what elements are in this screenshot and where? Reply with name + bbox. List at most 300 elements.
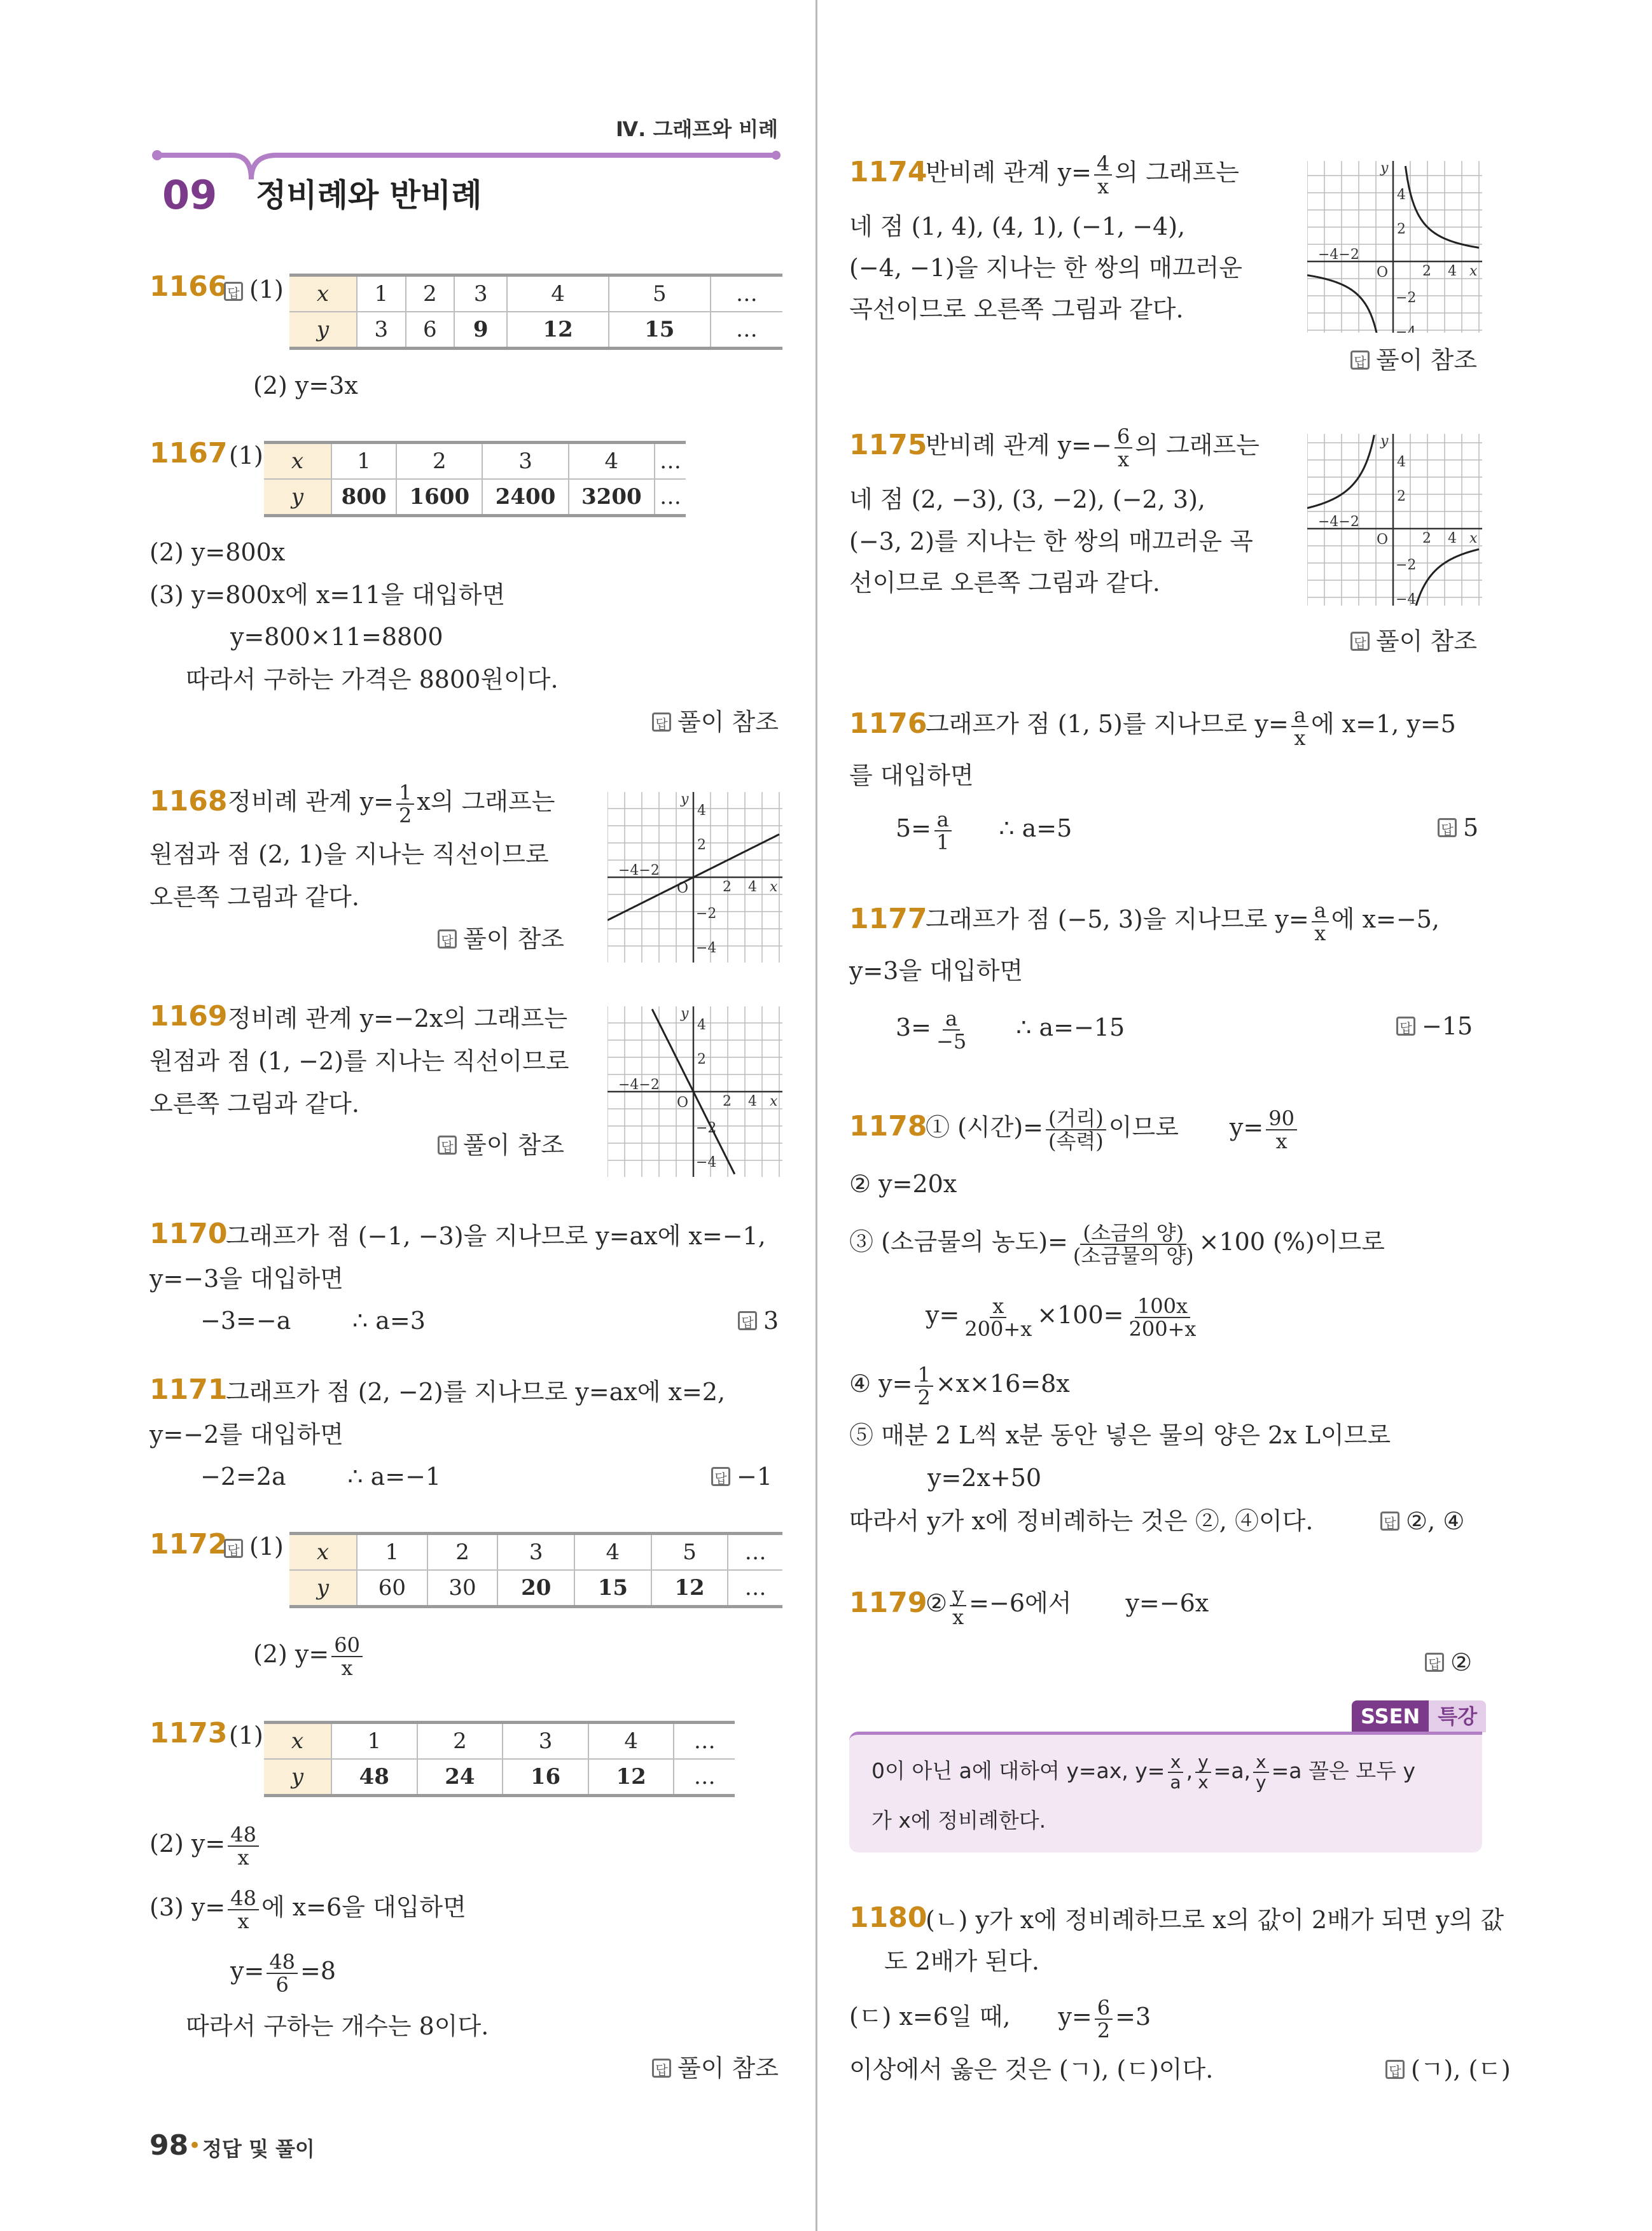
answer-icon: 답 [224, 1539, 243, 1558]
answer-icon: 답 [224, 282, 243, 301]
table-cell: 2 [396, 443, 482, 480]
fraction [1114, 426, 1132, 470]
text-segment: 의 그래프는 [1114, 158, 1239, 186]
answer [711, 1462, 772, 1491]
numerator: 90 [1266, 1108, 1297, 1130]
text-segment: (2) y= [253, 1640, 330, 1668]
table-cell: x [289, 275, 357, 312]
text-segment: ∴ a=5 [999, 814, 1072, 842]
solution-line [149, 1882, 466, 1933]
answer-icon: 답 [652, 2059, 671, 2078]
solution-line: 따라서 구하는 가격은 8800원이다. [186, 665, 559, 693]
answer-marker [224, 1532, 284, 1561]
table-cell: … [711, 312, 782, 349]
origin-label: O [1377, 532, 1389, 548]
numerator: 48 [267, 1951, 298, 1974]
axis-label-y: y [681, 792, 689, 807]
graph-1168 [607, 792, 782, 965]
table-cell: 1 [357, 1534, 427, 1571]
fraction [962, 1295, 1034, 1340]
solution-line: (ㄴ) y가 x에 정비례하므로 x의 값이 2배가 되면 y의 값 [926, 1906, 1504, 1934]
tick-label: 2 [1422, 531, 1431, 546]
answer [1380, 1506, 1464, 1536]
text-segment: =8 [300, 1957, 337, 1985]
part-label: (1) [229, 441, 263, 469]
text-segment: (ㄷ) x=6일 때, [849, 2003, 1011, 2031]
solution-line: 원점과 점 (2, 1)을 지나는 직선이므로 [149, 840, 549, 868]
solution-line [896, 803, 1072, 854]
tick-label: −2 [696, 1120, 717, 1136]
table-cell: 48 [331, 1759, 417, 1796]
table-cell: 3 [497, 1534, 574, 1571]
denominator: (속력) [1048, 1129, 1104, 1153]
solution-line [926, 148, 1239, 197]
numerator: a [934, 809, 952, 831]
numerator: y [1195, 1753, 1211, 1773]
table-cell: 4 [588, 1723, 674, 1760]
tick-label: 2 [697, 1052, 706, 1067]
axis-label-x: x [770, 1094, 778, 1109]
table-cell: 2 [427, 1534, 498, 1571]
axis-label-x: x [770, 879, 778, 895]
denominator: x [1118, 447, 1130, 471]
text-segment: 에 x=1, y=5 [1310, 710, 1456, 738]
table-cell: y [289, 1570, 357, 1607]
denominator: x [237, 1845, 249, 1870]
solution-line: (2) y=3x [253, 372, 358, 400]
axis-label-y: y [1380, 161, 1389, 176]
text-segment: y= [230, 1957, 265, 1985]
solution-line: 그래프가 점 (2, −2)를 지나므로 y=ax에 x=2, [226, 1378, 726, 1406]
solution-line: 선이므로 오른쪽 그림과 같다. [849, 569, 1160, 597]
fraction [331, 1634, 363, 1679]
solution-line: y=3을 대입하면 [849, 957, 1024, 985]
numerator: 60 [331, 1634, 363, 1657]
chapter-title: 정비례와 반비례 [256, 177, 482, 214]
text-segment: 3= [896, 1013, 932, 1041]
fraction [1126, 1295, 1198, 1340]
tip-badge [1352, 1700, 1486, 1732]
fraction [228, 1887, 259, 1932]
answer-icon: 답 [438, 1136, 457, 1155]
table-cell: … [674, 1723, 735, 1760]
tick-label: 2 [723, 1094, 732, 1109]
answer-icon: 답 [1438, 818, 1457, 837]
fraction [267, 1951, 298, 1996]
fraction [1095, 1997, 1113, 2041]
table-cell: x [264, 1723, 331, 1760]
solution-line [926, 421, 1260, 470]
tick-label: −2 [1396, 290, 1417, 306]
table-cell: 4 [507, 275, 609, 312]
tick-label: −4 [696, 940, 717, 956]
numerator: 48 [228, 1887, 259, 1910]
part-label: (1) [229, 1721, 263, 1749]
table-cell: y [289, 312, 357, 349]
table-cell: x [289, 1534, 357, 1571]
table-cell: 5 [609, 275, 711, 312]
denominator: x [341, 1655, 353, 1680]
solution-line [849, 1215, 1385, 1268]
part-label: (1) [249, 1533, 284, 1560]
text-segment: =3 [1115, 2003, 1151, 2031]
table-cell: 4 [574, 1534, 651, 1571]
table-cell: … [674, 1759, 735, 1796]
value-table [264, 1721, 735, 1797]
fraction [934, 1008, 969, 1052]
origin-label: O [1377, 265, 1389, 281]
table-cell: 12 [507, 312, 609, 349]
text-segment: y= [1058, 2003, 1092, 2031]
denominator: 6 [275, 1972, 289, 1997]
solution-line: 오른쪽 그림과 같다. [149, 883, 359, 911]
tick-label: 4 [697, 1017, 706, 1033]
tick-label: −2 [696, 906, 717, 922]
table-cell: 2400 [482, 479, 568, 516]
numerator: x [1253, 1753, 1269, 1773]
table-cell: 4 [569, 443, 655, 480]
table-cell: … [655, 479, 686, 516]
problem-number: 1176 [849, 707, 927, 740]
fraction [1291, 704, 1308, 749]
solution-line: 네 점 (2, −3), (3, −2), (−2, 3), [849, 485, 1205, 513]
solution-line [926, 1101, 1300, 1154]
fraction [1167, 1753, 1183, 1792]
fraction [1253, 1753, 1269, 1792]
text-segment: x의 그래프는 [417, 788, 555, 816]
solution-line: 를 대입하면 [849, 761, 974, 789]
graph-curve [1307, 275, 1381, 333]
answer [1350, 627, 1477, 656]
solution-line [926, 1288, 1201, 1342]
solution-line [849, 1991, 1151, 2042]
tick-label: 4 [1397, 187, 1406, 203]
text-segment: 그래프가 점 (1, 5)를 지나므로 y= [926, 710, 1289, 738]
text-segment: 0이 아닌 a에 대하여 y=ax, y= [871, 1758, 1165, 1783]
solution-line: −2=2a ∴ a=−1 [200, 1463, 441, 1491]
denominator: a [1170, 1771, 1181, 1793]
graph-curve [1405, 166, 1479, 247]
answer-icon: 답 [1425, 1653, 1444, 1672]
denominator: x [1198, 1771, 1209, 1793]
solution-line [230, 1945, 336, 1996]
fraction [1094, 153, 1112, 197]
text-segment: ×x×16=8x [935, 1370, 1070, 1398]
numerator: x [990, 1295, 1006, 1318]
fraction [1312, 900, 1329, 944]
tick-label: 2 [1422, 263, 1431, 279]
graph-1175 [1307, 434, 1482, 608]
solution-line [228, 777, 555, 826]
text-segment: 5= [896, 814, 932, 842]
tip-box [849, 1732, 1482, 1852]
table-cell: 3 [357, 312, 406, 349]
tick-label: −4−2 [618, 863, 660, 879]
answer [652, 2054, 779, 2083]
fraction [1046, 1108, 1106, 1152]
tick-label: 2 [723, 879, 732, 895]
problem-number: 1167 [149, 437, 228, 469]
tick-label: −4 [696, 1155, 717, 1171]
tip-line [871, 1749, 1415, 1793]
denominator: x [952, 1604, 964, 1629]
text-segment: 의 그래프는 [1135, 431, 1260, 459]
problem-number: 1175 [849, 429, 927, 461]
denominator: 1 [936, 830, 950, 854]
answer [438, 924, 564, 954]
answer [1350, 345, 1477, 375]
answer-text: 풀이 참조 [463, 925, 564, 953]
text-segment: 그래프가 점 (−5, 3)을 지나므로 y= [926, 905, 1309, 933]
table-cell: 3200 [569, 479, 655, 516]
tick-label: −4−2 [1318, 247, 1359, 263]
solution-line: ② y=20x [849, 1170, 957, 1198]
text-segment: 에 x=−5, [1331, 905, 1440, 933]
page-number: 98 [149, 2129, 189, 2162]
answer [652, 707, 779, 737]
numerator: 48 [228, 1824, 259, 1847]
table-cell: 3 [503, 1723, 588, 1760]
numerator: a [1312, 900, 1329, 922]
solution-line: (3) y=800x에 x=11을 대입하면 [149, 581, 506, 609]
table-cell: 16 [503, 1759, 588, 1796]
axis-label-y: y [681, 1006, 689, 1022]
answer-text: 풀이 참조 [1376, 346, 1477, 374]
solution-line: (−3, 2)를 지나는 한 쌍의 매끄러운 곡 [849, 527, 1253, 555]
table-cell: 12 [651, 1570, 728, 1607]
text-segment: ×100 (%)이므로 [1198, 1228, 1385, 1256]
text-segment: ③ (소금물의 농도)= [849, 1228, 1068, 1256]
table-cell: y [264, 479, 331, 516]
answer-icon: 답 [711, 1467, 730, 1486]
answer [1438, 813, 1478, 842]
solution-line: 따라서 구하는 개수는 8이다. [186, 2012, 489, 2040]
denominator: 200+x [1128, 1316, 1197, 1341]
solution-line: 원점과 점 (1, −2)를 지나는 직선이므로 [149, 1047, 569, 1075]
tick-label: −2 [1396, 557, 1417, 573]
tip-line: 가 x에 정비례한다. [871, 1808, 1046, 1833]
numerator: 6 [1095, 1997, 1113, 2020]
answer-text: 풀이 참조 [677, 2054, 779, 2082]
numerator: y [950, 1583, 966, 1606]
solution-line: 정비례 관계 y=−2x의 그래프는 [228, 1004, 568, 1032]
numerator: x [1168, 1753, 1184, 1773]
text-segment: (2) y= [149, 1830, 226, 1858]
solution-line: y=−2를 대입하면 [149, 1421, 344, 1449]
table-cell: x [264, 443, 331, 480]
numerator: a [943, 1008, 960, 1031]
tick-label: −4 [1396, 324, 1417, 333]
table-cell: … [711, 275, 782, 312]
solution-line [926, 1578, 1209, 1629]
denominator: 2 [1097, 2018, 1111, 2043]
table-cell: 9 [454, 312, 507, 349]
table-cell: 20 [497, 1570, 574, 1607]
answer-icon: 답 [438, 929, 457, 949]
graph-curve [1307, 435, 1374, 508]
axis-label-x: x [1469, 263, 1478, 279]
text-segment: =−6에서 [969, 1589, 1072, 1617]
tick-label: 4 [697, 803, 706, 819]
table-cell: 2 [406, 275, 455, 312]
solution-line: (2) y=800x [149, 538, 286, 566]
answer-text: 풀이 참조 [1376, 627, 1477, 655]
tip-badge-right: 특강 [1429, 1700, 1486, 1732]
table-cell: 5 [651, 1534, 728, 1571]
solution-line: 따라서 y가 x에 정비례하는 것은 ②, ④이다. [849, 1507, 1314, 1535]
problem-number: 1172 [149, 1528, 228, 1560]
table-cell: 30 [427, 1570, 498, 1607]
answer [1396, 1011, 1473, 1041]
numerator: 1 [915, 1364, 933, 1387]
solution-line: y=−3을 대입하면 [149, 1265, 344, 1293]
table-cell: 3 [454, 275, 507, 312]
table-cell: 1 [331, 443, 396, 480]
section-label: Ⅳ. 그래프와 비례 [616, 117, 779, 141]
table-cell: 60 [357, 1570, 427, 1607]
denominator: −5 [936, 1029, 967, 1053]
answer [738, 1306, 779, 1335]
table-cell: 6 [406, 312, 455, 349]
problem-number: 1166 [149, 270, 228, 303]
solution-line [896, 1002, 1125, 1053]
solution-line: 도 2배가 된다. [884, 1947, 1039, 1975]
tick-label: −4−2 [618, 1077, 660, 1093]
table-cell: … [655, 443, 686, 480]
chapter-number: 09 [162, 172, 218, 218]
denominator: x [1314, 921, 1326, 945]
tick-label: 4 [1448, 531, 1457, 546]
text-segment: =a 꼴은 모두 y [1271, 1758, 1416, 1783]
answer-icon: 답 [1350, 351, 1370, 370]
text-segment: 정비례 관계 y= [228, 788, 394, 816]
value-table [289, 1532, 782, 1608]
problem-number: 1180 [849, 1901, 927, 1934]
value-table [264, 441, 686, 517]
tip-badge-left: SSEN [1352, 1700, 1429, 1732]
tick-label: −4−2 [1318, 514, 1359, 530]
numerator: (소금의 양) [1080, 1222, 1186, 1245]
table-cell: 1 [331, 1723, 417, 1760]
solution-line [926, 895, 1440, 944]
table-cell: y [264, 1759, 331, 1796]
fraction [915, 1364, 933, 1408]
numerator: 4 [1094, 153, 1112, 176]
text-segment: 에 x=6을 대입하면 [261, 1893, 466, 1921]
answer-icon: 답 [1385, 2060, 1405, 2079]
text-segment: =a, [1213, 1758, 1251, 1783]
column-divider [816, 0, 817, 2231]
text-segment: , [1186, 1758, 1193, 1783]
solution-line: ⑤ 매분 2 L씩 x분 동안 넣은 물의 양은 2x L이므로 [849, 1421, 1391, 1449]
answer-text: 5 [1463, 814, 1479, 842]
problem-number: 1170 [149, 1218, 228, 1250]
solution-line [926, 700, 1456, 749]
axis-label-y: y [1380, 434, 1389, 449]
fraction [1071, 1222, 1197, 1267]
solution-line: (−4, −1)을 지나는 한 쌍의 매끄러운 [849, 254, 1242, 282]
solution-line: 그래프가 점 (−1, −3)을 지나므로 y=ax에 x=−1, [226, 1222, 766, 1250]
tick-label: 2 [1397, 221, 1406, 237]
solution-line: 이상에서 옳은 것은 (ㄱ), (ㄷ)이다. [849, 2055, 1214, 2083]
text-segment: ② [926, 1589, 948, 1617]
tick-label: 2 [1397, 489, 1406, 504]
problem-number: 1179 [849, 1587, 927, 1619]
part-label: (1) [249, 275, 284, 303]
origin-label: O [677, 880, 689, 896]
problem-number: 1177 [849, 903, 927, 935]
fraction [950, 1583, 966, 1628]
tick-label: 4 [1397, 454, 1406, 470]
problem-number: 1173 [149, 1717, 228, 1749]
solution-line: 오른쪽 그림과 같다. [149, 1090, 359, 1118]
fraction [934, 809, 952, 853]
denominator: y [1256, 1771, 1267, 1793]
solution-line: y=2x+50 [927, 1464, 1042, 1492]
numerator: a [1291, 704, 1308, 727]
table-cell: 15 [609, 312, 711, 349]
solution-line: y=800×11=8800 [230, 623, 443, 651]
answer-text: ②, ④ [1406, 1507, 1465, 1535]
answer-text: −1 [737, 1463, 773, 1491]
table-cell: 800 [331, 479, 396, 516]
text-segment: y= [1229, 1113, 1264, 1141]
table-cell: … [728, 1570, 782, 1607]
table-cell: 24 [417, 1759, 503, 1796]
numerator: 1 [396, 782, 414, 805]
axis-label-x: x [1469, 531, 1478, 546]
problem-number: 1169 [149, 1000, 228, 1032]
fraction [396, 782, 414, 826]
answer-text: 3 [763, 1307, 779, 1335]
problem-number: 1174 [849, 156, 927, 188]
denominator: x [237, 1908, 249, 1933]
text-segment: 반비례 관계 y=− [926, 431, 1112, 459]
footer-label: 정답 및 풀이 [202, 2137, 315, 2161]
denominator: x [1275, 1129, 1288, 1153]
problem-number: 1171 [149, 1373, 228, 1406]
fraction [228, 1824, 259, 1868]
answer-text: ② [1450, 1648, 1473, 1676]
answer-icon: 답 [738, 1311, 757, 1330]
table-cell: 1 [357, 275, 406, 312]
solution-line: 곡선이므로 오른쪽 그림과 같다. [849, 295, 1184, 323]
answer-text: −15 [1422, 1012, 1473, 1040]
table-cell: … [728, 1534, 782, 1571]
numerator: (거리) [1046, 1108, 1106, 1130]
answer [1425, 1648, 1472, 1677]
text-segment: ×100= [1037, 1301, 1124, 1329]
text-segment: 반비례 관계 y= [926, 158, 1092, 186]
tick-label: 4 [1448, 263, 1457, 279]
denominator: (소금물의 양) [1072, 1243, 1194, 1268]
text-segment: (3) y= [149, 1893, 226, 1921]
answer-icon: 답 [1396, 1017, 1415, 1036]
problem-number: 1178 [849, 1110, 927, 1143]
denominator: 2 [917, 1385, 931, 1410]
numerator: 6 [1114, 426, 1132, 448]
answer-icon: 답 [1350, 632, 1370, 651]
denominator: 200+x [964, 1316, 1032, 1341]
text-segment: y= [926, 1301, 960, 1329]
table-cell: 12 [588, 1759, 674, 1796]
solution-line [849, 1358, 1070, 1409]
answer [1385, 2055, 1511, 2084]
text-segment: y=−6x [1125, 1589, 1209, 1617]
value-table [289, 274, 782, 350]
solution-line: 네 점 (1, 4), (4, 1), (−1, −4), [849, 212, 1186, 240]
text-segment: ① (시간)= [926, 1113, 1043, 1141]
